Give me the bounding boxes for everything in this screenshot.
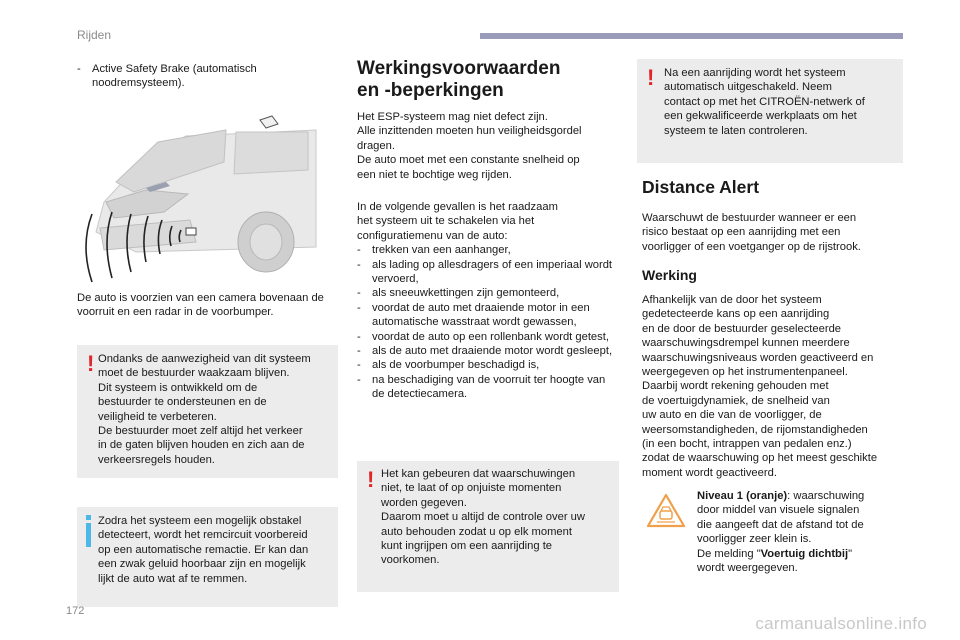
- level-1-description: [697, 489, 907, 575]
- warning-box-late-alerts: [357, 461, 619, 592]
- deactivation-para: [357, 200, 619, 402]
- text-line: detecteert, wordt het remcircuit voorbereid: [98, 529, 308, 542]
- distance-alert-intro: [642, 211, 904, 254]
- section-title: Rijden: [77, 28, 112, 42]
- section-heading-conditions: [357, 58, 617, 102]
- level-1-text: : waarschuwing: [787, 490, 865, 502]
- text-line: risico bestaat op een aanrijding met een: [642, 226, 841, 239]
- level-1-message-line: [697, 547, 907, 561]
- info-box-brake-prep: [77, 507, 338, 607]
- list-item: - na beschadiging van de voorruit ter hoogte van de detectiecamera.: [357, 373, 619, 402]
- text-line: Zodra het systeem een mogelijk obstakel: [98, 515, 302, 527]
- text-line: De bestuurder moet zelf altijd het verkeer: [98, 425, 303, 438]
- heading-line: en -beperkingen: [357, 80, 504, 101]
- text-line: wordt weergegeven.: [697, 562, 798, 575]
- warning-text: [98, 352, 334, 467]
- text-line: weergegeven op het instrumentenpaneel.: [642, 366, 848, 379]
- text-line: weersomstandigheden, de rijomstandigheden: [642, 423, 868, 436]
- text-line: en de door de bestuurder geselecteerde: [642, 322, 842, 335]
- text-line: uw auto en die van de voorligger, de: [642, 409, 822, 422]
- text-line: worden gegeven.: [381, 496, 467, 509]
- list-item: - als sneeuwkettingen zijn gemonteerd,: [357, 286, 619, 300]
- list-item: - voordat de auto met draaiende motor in een automatische wasstraat wordt gewassen,: [357, 301, 619, 330]
- list-item: - als de voorbumper beschadigd is,: [357, 358, 619, 372]
- text-line: Dit systeem is ontwikkeld om de: [98, 381, 258, 394]
- text-line: Na een aanrijding wordt het systeem: [664, 67, 846, 79]
- warning-icon: !: [647, 65, 655, 90]
- text-line: gedetecteerde kans op een aanrijding: [642, 308, 830, 321]
- level-1-label: Niveau 1 (oranje): [697, 490, 788, 502]
- text-line: een zwak geluid hoorbaar zijn en mogelijk: [98, 558, 306, 571]
- page-number: 172: [66, 605, 85, 617]
- car-radar-illustration: [76, 102, 338, 284]
- text-line: bestuurder te ondersteunen en de: [98, 396, 267, 409]
- header-bar: [480, 33, 903, 39]
- warning-icon: !: [87, 351, 95, 376]
- text-line: Waarschuwt de bestuurder wanneer er een: [642, 212, 857, 224]
- warning-text: [381, 467, 615, 568]
- warning-text: [664, 66, 898, 138]
- message-suffix: ": [848, 547, 853, 560]
- info-text: [98, 514, 336, 586]
- text-line: lijkt de auto wat af te remmen.: [98, 572, 248, 585]
- text-line: systeem te laten controleren.: [664, 124, 808, 137]
- text-line: In de volgende gevallen is het raadzaam: [357, 201, 558, 213]
- list-item: - voordat de auto op een rollenbank wordt getest,: [357, 330, 619, 344]
- watermark: carmanualsonline.info: [755, 614, 927, 633]
- text-line: waarschuwingsdrempel kunnen meerdere: [642, 337, 850, 350]
- bullet-active-safety-brake: - Active Safety Brake (automatisch noodremsysteem).: [77, 62, 332, 91]
- werking-heading: Werking: [642, 267, 697, 283]
- text-line: de voertuigdynamiek, de snelheid van: [642, 394, 830, 407]
- message-prefix: De melding ": [697, 547, 761, 560]
- list-item: - als lading op allesdragers of een imperiaal wordt vervoerd,: [357, 258, 619, 287]
- text-line: Daarom moet u altijd de controle over uw: [381, 511, 585, 524]
- warning-box-vigilance: [77, 345, 338, 478]
- text-line: niet, te laat of op onjuiste momenten: [381, 482, 562, 495]
- list-item: - trekken van een aanhanger,: [357, 243, 619, 257]
- text-line: moment wordt geactiveerd.: [642, 466, 777, 479]
- level-1-line: [697, 489, 907, 503]
- list-item: - als de auto met draaiende motor wordt gesleept,: [357, 344, 619, 358]
- text-line: zodat de waarschuwing op het meest geschikte: [642, 452, 878, 465]
- text-line: het systeem uit te schakelen via het: [357, 215, 535, 228]
- text-line: automatisch uitgeschakeld. Neem: [664, 81, 832, 94]
- heading-line: Werkingsvoorwaarden: [357, 58, 561, 79]
- collision-warning-icon: [646, 493, 686, 529]
- text-line: Het ESP-systeem mag niet defect zijn.: [357, 111, 548, 123]
- text-line: Het kan gebeuren dat waarschuwingen: [381, 468, 576, 480]
- text-line: in de gaten blijven houden en zich aan de: [98, 439, 305, 452]
- text-line: Alle inzittenden moeten hun veiligheidsgordel: [357, 125, 582, 138]
- text-line: door middel van visuele signalen: [697, 504, 860, 517]
- text-line: voorligger of een voetganger op de rijstrook.: [642, 240, 861, 253]
- werking-body: [642, 293, 907, 480]
- text-line: Ondanks de aanwezigheid van dit systeem: [98, 353, 311, 365]
- info-icon: [86, 523, 91, 547]
- conditions-para: [357, 110, 619, 182]
- warning-icon: !: [367, 467, 375, 492]
- text-line: kunt ingrijpen om een aanrijding te: [381, 540, 553, 553]
- text-line: voorkomen.: [381, 554, 440, 567]
- text-line: een niet te bochtige weg rijden.: [357, 168, 512, 181]
- text-line: auto behouden zodat u op elk moment: [381, 525, 572, 538]
- distance-alert-heading: Distance Alert: [642, 177, 760, 197]
- text-line: veiligheid te verbeteren.: [98, 410, 217, 423]
- camera-radar-para: De auto is voorzien van een camera bovenaan de voorruit en een radar in de voorbumper.: [77, 292, 324, 319]
- text-line: configuratiemenu van de auto:: [357, 229, 508, 242]
- text-line: (in een bocht, intrappen van pedalen enz.): [642, 438, 852, 451]
- text-line: waarschuwingsniveaus worden geactiveerd en: [642, 351, 874, 364]
- message-text: Voertuig dichtbij: [760, 547, 849, 560]
- text-line: contact op met het CITROËN-netwerk of: [664, 95, 865, 108]
- text-line: verkeersregels houden.: [98, 453, 215, 466]
- text-line: Afhankelijk van de door het systeem: [642, 294, 822, 306]
- warning-box-after-collision: [637, 59, 903, 163]
- text-line: moet de bestuurder waakzaam blijven.: [98, 367, 290, 380]
- text-line: een gekwalificeerde werkplaats om het: [664, 110, 857, 123]
- text-line: voorligger zeer klein is.: [697, 533, 812, 546]
- text-line: De auto moet met een constante snelheid op: [357, 154, 580, 167]
- text-line: dragen.: [357, 139, 395, 152]
- text-line: op een automatische remactie. Er kan dan: [98, 543, 309, 556]
- text-line: Daarbij wordt rekening gehouden met: [642, 380, 829, 393]
- text-line: die aangeeft dat de afstand tot de: [697, 518, 864, 531]
